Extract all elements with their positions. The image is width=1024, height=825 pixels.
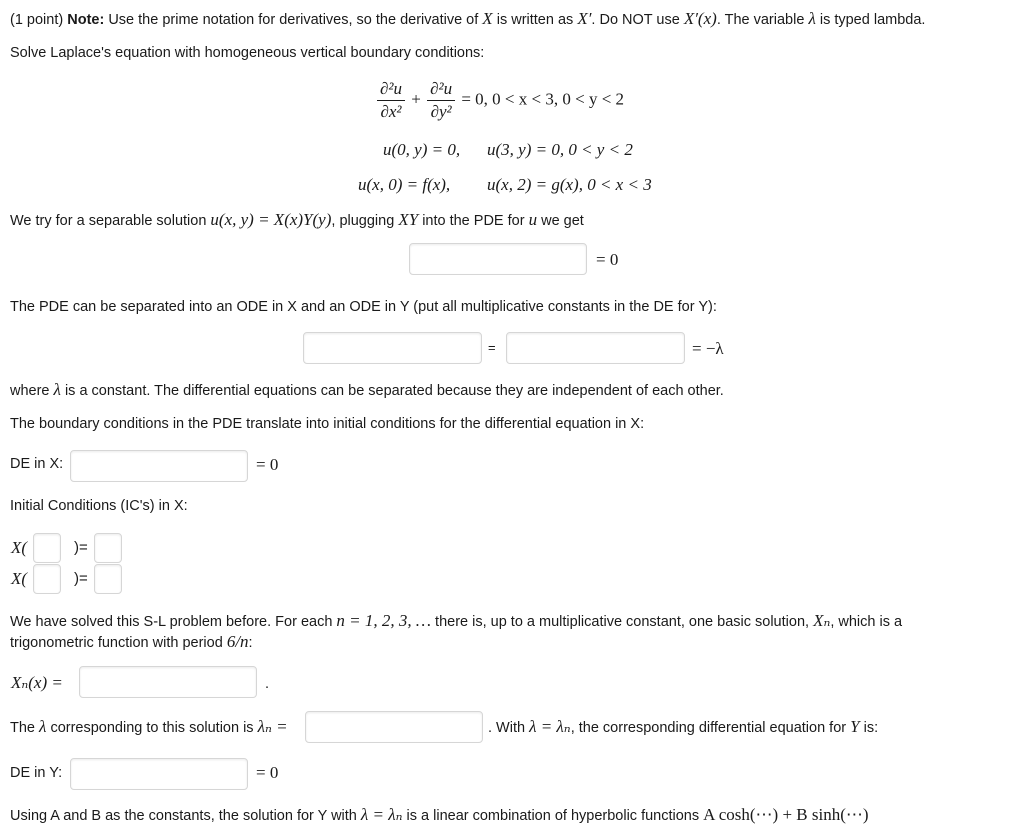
- ic1-close-eq: )=: [74, 539, 88, 556]
- pde-xy-eq-zero: = 0: [596, 250, 619, 269]
- ic1-point-input[interactable]: [33, 533, 61, 563]
- plus-sign: +: [411, 89, 421, 109]
- sentence-text: into the PDE for: [422, 213, 525, 229]
- xn-period: .: [265, 676, 270, 692]
- lambda-n-left: [10, 717, 288, 737]
- sentence-text: corresponding to this solution is: [50, 720, 254, 736]
- sentence-text: We try for a separable solution: [10, 213, 207, 229]
- sentence-text: is a constant. The differential equations can be separated because they are independent of each other.: [64, 383, 724, 399]
- where-sentence: [10, 380, 724, 400]
- bc2-left: u(x, 0) = f(x),: [358, 175, 451, 194]
- fraction-numerator: ∂²u: [377, 79, 405, 101]
- sentence-text: We have solved this S-L problem before. For each: [10, 614, 333, 630]
- bc2-right: u(x, 2) = g(x), 0 < x < 3: [487, 175, 652, 194]
- ic1-value-input[interactable]: [94, 533, 122, 563]
- sentence-math: u(x, y) = X(x)Y(y): [210, 210, 332, 229]
- sentence-math: λ = λₙ: [360, 805, 403, 824]
- sentence-math: λ: [53, 380, 61, 399]
- separate-ode-text: The PDE can be separated into an ODE in X and an ODE in Y (put all multiplicative constants in the DE for Y):: [10, 299, 717, 315]
- sentence-text: there is, up to a multiplicative constant, one basic solution,: [435, 614, 810, 630]
- final-sentence: [10, 805, 869, 825]
- sentence-math: Xₙ: [813, 611, 831, 630]
- bc-translate-text: The boundary conditions in the PDE translate into initial conditions for the differential equation in X:: [10, 416, 645, 432]
- sentence-text: Using A and B as the constants, the solution for Y with: [10, 808, 357, 824]
- sentence-math: XY: [398, 210, 419, 229]
- note-math: X′(x): [683, 9, 717, 28]
- ode-x-side-input[interactable]: [303, 332, 482, 364]
- sentence-math: u: [528, 210, 538, 229]
- note-math: λ: [808, 9, 816, 28]
- intro-text: Solve Laplace's equation with homogeneous vertical boundary conditions:: [10, 45, 485, 61]
- xn-input[interactable]: [79, 666, 257, 698]
- lambda-n-input[interactable]: [305, 711, 483, 743]
- de-y-label: DE in Y:: [10, 765, 63, 781]
- de-x-label: DE in X:: [10, 456, 64, 472]
- note-text: . Do NOT use: [591, 12, 680, 28]
- sentence-math: Y: [850, 717, 860, 736]
- ic2-value-input[interactable]: [94, 564, 122, 594]
- xn-label: Xₙ(x) =: [11, 673, 63, 692]
- de-y-input[interactable]: [70, 758, 248, 790]
- note-text: is written as: [496, 12, 574, 28]
- sentence-math: 6/n: [226, 632, 249, 651]
- pde-rhs: = 0, 0 < x < 3, 0 < y < 2: [461, 89, 625, 109]
- sentence-math: λₙ =: [257, 717, 288, 736]
- separable-sentence: [10, 210, 584, 230]
- problem-note: [10, 9, 925, 29]
- laplace-equation: [375, 79, 624, 122]
- note-math: X′: [577, 9, 592, 28]
- ode-equals-sign: =: [488, 340, 496, 355]
- de-x-input[interactable]: [70, 450, 248, 482]
- sl-sentence-line1: [10, 611, 902, 631]
- de-x-eq-zero: = 0: [256, 455, 279, 474]
- bc1-right: u(3, y) = 0, 0 < y < 2: [487, 140, 633, 159]
- lambda-n-right: [488, 717, 878, 737]
- note-text: is typed lambda.: [819, 12, 926, 28]
- sentence-text: , plugging: [331, 213, 395, 229]
- sentence-text: The: [10, 720, 35, 736]
- ic-label: Initial Conditions (IC's) in X:: [10, 498, 188, 514]
- note-text: . The variable: [716, 12, 805, 28]
- sentence-text: where: [10, 383, 50, 399]
- sentence-text: :: [248, 635, 253, 651]
- sentence-math: λ = λₙ: [529, 717, 571, 736]
- eq-neg-lambda: = −λ: [692, 339, 724, 358]
- points-label: (1 point): [10, 12, 64, 28]
- fraction-denominator: ∂y²: [430, 102, 452, 121]
- sentence-text: is a linear combination of hyperbolic functions: [406, 808, 700, 824]
- ic2-point-input[interactable]: [33, 564, 61, 594]
- ic2-x-open: X(: [11, 569, 28, 588]
- ode-y-side-input[interactable]: [506, 332, 685, 364]
- sentence-text: is:: [863, 720, 879, 736]
- note-text: Use the prime notation for derivatives, so the derivative of: [108, 12, 479, 28]
- sentence-math: λ: [39, 717, 47, 736]
- sentence-math: n = 1, 2, 3, …: [336, 611, 432, 630]
- note-math: X: [482, 9, 493, 28]
- sentence-text: , the corresponding differential equation for: [570, 720, 847, 736]
- sentence-text: , which is a: [830, 614, 903, 630]
- pde-xy-input[interactable]: [409, 243, 587, 275]
- bc1-left: u(0, y) = 0,: [383, 140, 461, 159]
- note-label: Note:: [67, 12, 105, 28]
- ic1-x-open: X(: [11, 538, 28, 557]
- sentence-math: A cosh(⋯) + B sinh(⋯): [703, 805, 869, 824]
- ic2-close-eq: )=: [74, 570, 88, 587]
- sentence-text: . With: [488, 720, 526, 736]
- sl-sentence-line2: [10, 632, 253, 652]
- sentence-text: we get: [541, 213, 584, 229]
- fraction-denominator: ∂x²: [380, 102, 402, 121]
- sentence-text: trigonometric function with period: [10, 635, 223, 651]
- fraction-numerator: ∂²u: [427, 79, 455, 101]
- de-y-eq-zero: = 0: [256, 763, 279, 782]
